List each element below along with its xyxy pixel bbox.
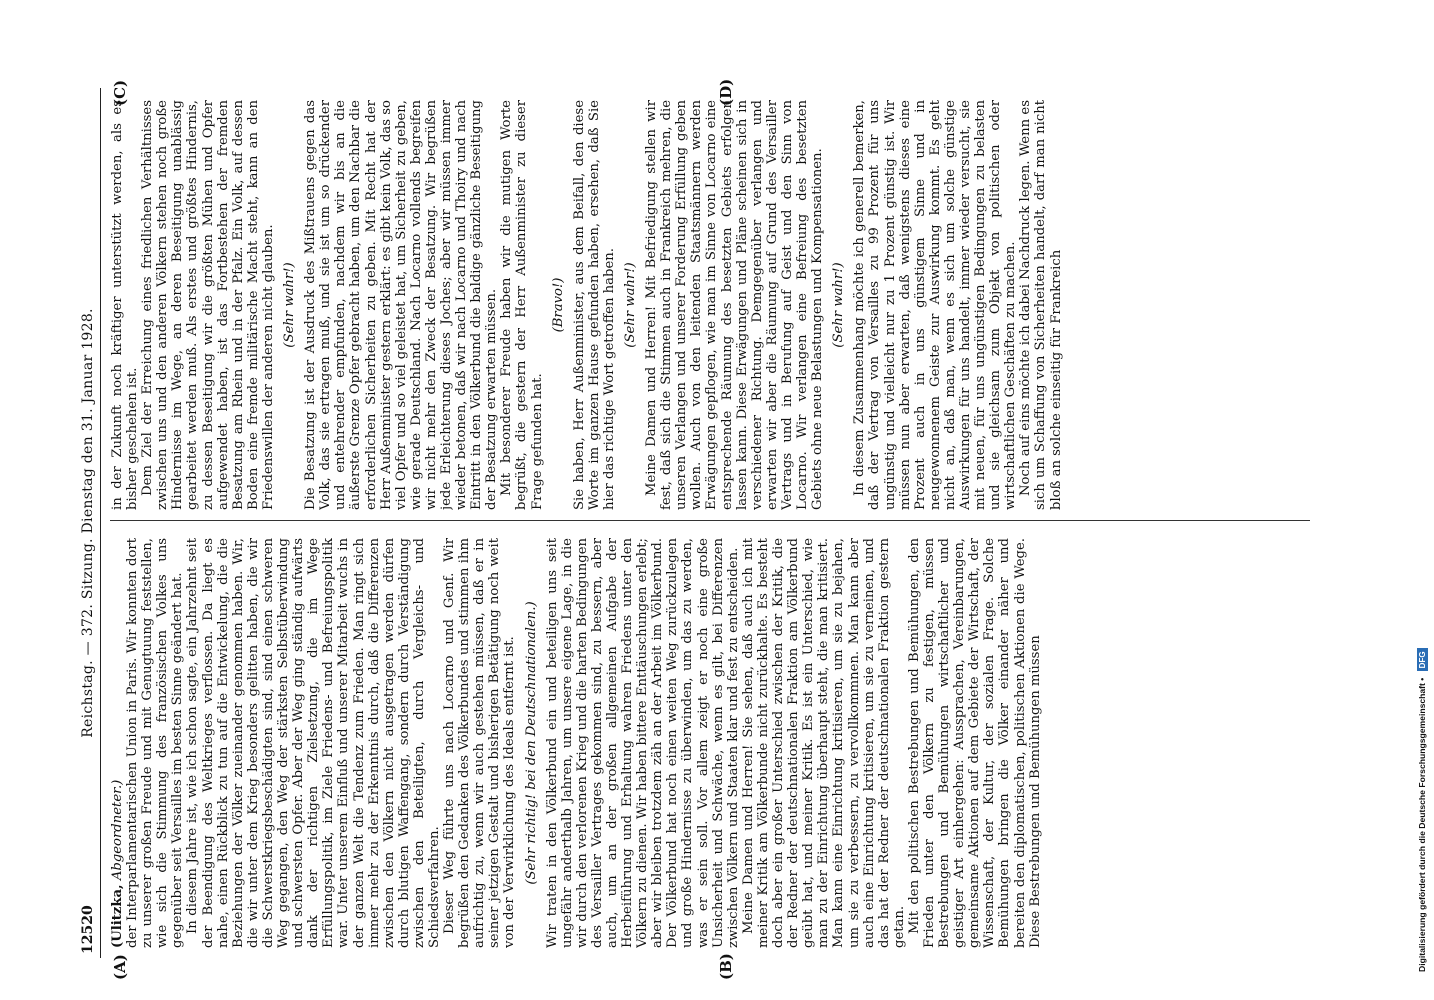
- paragraph: Die Besatzung ist der Ausdruck des Mißtrauens gegen das Volk, das sie ertragen muß, und sie ist um so drückender und entehrender empfunden, nachdem wir bis an die äußerste Grenze Opfer gebracht haben, um den Nachbar die erforderlichen Sicherheiten zu geben. Mit Recht hat der Herr Außenminister gestern erklärt: es gibt kein Volk, das so viel Opfer und so viel geleistet hat, um Sicherheit zu geben, wie gerade Deutschland. Nach Locarno vollends begreifen wir nicht mehr den Zweck der Besatzung. Wir begrüßen jede Erleichterung dieses Joches; aber wir müssen immer wieder betonen, daß wir nach Locarno und Thoiry und nach Eintritt in den Völkerbund die baldige gänzliche Beseitigung der Besatzung erwarten müssen.: [303, 100, 500, 510]
- paragraph: Mit den politischen Bestrebungen und Bemühungen, den Frieden unter den Völkern zu festigen, müssen Bestrebungen und Bemühungen wirtschaftlicher und geistiger Art einhergehen: Aussprachen, Vereinbarungen, gemeinsame Aktionen auf dem Gebiete der Wirtschaft, der Wissenschaft, der Kultur, der sozialen Frage. Solche Bemühungen bringen die Völker einander näher und bereiten den diplomatischen, politischen Aktionen die Wege. Diese Bestrebungen und Bemühungen müssen: [906, 538, 1043, 948]
- paragraph: Noch auf eins möchte ich dabei Nachdruck legen. Wenn es sich um Schaffung von Sicherheiten handelt, darf man nicht bloß an solche einseitig für Frankreich: [1018, 100, 1064, 510]
- page-number: 12520: [80, 905, 96, 954]
- interjection: (Sehr wahr!): [623, 262, 638, 348]
- paragraph: Dieser Weg führte uns nach Locarno und Genf. Wir begrüßen den Gedanken des Völkerbundes und stimmen ihm aufrichtig zu, wenn wir auch gestehen müssen, daß er in seiner jetzigen Gestalt und bisherigen Betätigung noch weit von der Verwirklichung des Ideals entfernt ist.: [442, 538, 518, 948]
- interjection: (Sehr wahr!): [831, 262, 847, 348]
- paragraph: Sie haben, Herr Außenminister, aus dem Beifall, den diese Worte im ganzen Hause gefunden haben, ersehen, daß Sie hier das richtige Wort getroffen haben.: [571, 100, 617, 510]
- paragraph: In diesem Zusammenhang möchte ich generell bemerken, daß der Vertrag von Versailles zu 99 Prozent für uns ungünstig und vielleicht nur zu 1 Prozent günstig ist. Wir müssen nun aber erwarten, daß wenigstens dieses eine Prozent auch in uns günstigem Sinne und in neugewonnenem Geiste zur Auswirkung kommt. Es geht nicht an, daß man, wenn es sich um solche günstige Auswirkungen für uns handelt, immer wieder versucht, sie mit neuen, für uns ungünstigen Bedingungen zu belasten und sie gleichsam zum Objekt von politischen oder wirtschaftlichen Geschäften zu machen.: [852, 100, 1019, 510]
- credit-text: Digitalisierung gefördert durch die Deutsche Forschungsgemeinschaft •: [1417, 677, 1427, 972]
- header-title: Reichstag. — 372. Sitzung. Dienstag den 31. Januar 1928.: [80, 308, 96, 738]
- paragraph: Meine Damen und Herren! Mit Befriedigung stellen wir fest, daß sich die Stimmen auch in Frankreich mehren, die unseren Verlangen und unserer Forderung Erfüllung geben wollen. Auch von den leitenden Staatsmännern werden Erwägungen gepflogen, wie man im Sinne von Locarno eine entsprechende Räumung des besetzten Gebiets erfolgen lassen kann. Diese Erwägungen und Pläne scheinen sich in verschiedener Richtung. Demgegenüber verlangen und erwarten wir aber die Räumung auf Grund des Versailler Vertrags und in Berufung auf Geist und den Sinn von Locarno. Wir verlangen eine Befreiung des besetzten Gebiets ohne neue Belastungen und Kompensationen.: [644, 100, 826, 510]
- margin-mark-b: (B): [717, 953, 735, 980]
- rotated-document-page: [78, 78, 1338, 980]
- margin-mark-a: (A): [111, 954, 129, 980]
- paragraph: in der Zukunft noch kräftiger unterstützt werden, als es bisher geschehen ist.: [110, 100, 141, 510]
- speaker-note: Abgeordneter.): [110, 779, 125, 881]
- dfg-logo: DFG: [1417, 648, 1428, 671]
- interjection: (Bravo!): [550, 277, 566, 333]
- left-column: [110, 538, 1330, 948]
- paragraph: Meine Damen und Herren! Sie sehen, daß auch ich mit meiner Kritik am Völkerbunde nicht zurückhalte. Es besteht doch aber ein großer Unterschied zwischen der Kritik, die der Redner der deutschnationalen Fraktion am Völkerbund geübt hat, und meiner Kritik. Es ist ein Unterschied, wie man zu der Einrichtung überhaupt steht, die man kritisiert. Man kann eine Einrichtung kritisieren, um sie zu bejahen, um sie zu verbessern, zu vervollkommnen. Man kann aber auch eine Einrichtung kritisieren, um sie zu verneinen, und das hat der Redner der deutschnationalen Fraktion gestern getan.: [740, 538, 907, 948]
- paragraph: Dem Ziel der Erreichung eines friedlichen Verhältnisses zwischen uns und den anderen Völkern stehen noch große Hindernisse im Wege, an deren Beseitigung unablässig gearbeitet werden muß. Als erstes und größtes Hindernis, zu dessen Beseitigung wir die größten Mühen und Opfer aufgewendet haben, ist das Fortbestehen der fremden Besatzung am Rhein und in der Pfalz. Ein Volk, auf dessen Boden eine fremde militärische Macht steht, kann an den Friedenswillen der anderen nicht glauben.: [140, 100, 276, 510]
- margin-mark-c: (C): [111, 79, 129, 106]
- digitization-credit: [1416, 648, 1428, 972]
- interjection: (Sehr richtig! bei den Deutschnationalen.): [523, 601, 539, 885]
- column-divider: [110, 520, 1310, 521]
- right-column: [110, 100, 1330, 510]
- paragraph: der Interparlamentarischen Union in Paris. Wir konnten dort zu unserer großen Freude und mit Genugtuung feststellen, wie sich die Stimmung des französischen Volkes uns gegenüber seit Versailles im besten Sinne geändert hat.: [125, 538, 186, 948]
- paragraph: Mit besonderer Freude haben wir die mutigen Worte begrüßt, die gestern der Herr Außenminister zu dieser Frage gefunden hat.: [499, 100, 545, 510]
- paragraph: Wir traten in den Völkerbund ein und beteiligen uns seit ungefähr anderthalb Jahren, um unsere eigene Lage, in die wir durch den verlorenen Krieg und die harten Bedingungen des Versailler Vertrages gekommen sind, zu bessern, aber auch, um an der großen allgemeinen Aufgabe der Herbeiführung und Erhaltung wahren Friedens unter den Völkern zu dienen. Wir haben bittere Enttäuschungen erlebt; aber wir bleiben trotzdem zäh an der Arbeit im Völkerbund. Der Völkerbund hat noch einen weiten Weg zurückzulegen und große Hindernisse zu überwinden, um das zu werden, was er sein soll. Vor allem zeigt er noch eine große Unsicherheit und Schwäche, wenn es gilt, bei Differenzen zwischen Völkern und Staaten klar und fest zu entscheiden.: [544, 538, 741, 948]
- interjection: (Sehr wahr!): [282, 262, 298, 348]
- speaker-line: [110, 538, 125, 948]
- margin-mark-d: (D): [717, 78, 735, 106]
- running-head: [78, 88, 101, 958]
- speaker-name: (Ulitzka,: [110, 884, 125, 948]
- paragraph: In diesem Jahre ist, wie ich schon sagte, ein Jahrzehnt seit der Beendigung des Weltkrieges verflossen. Da liegt es nahe, einen Rückblick zu tun auf die Entwickelung, die die Beziehungen der Völker zueinander genommen haben. Wir, die wir unter dem Krieg besonders gelitten haben, die wir die Schwerstkriegsbeschädigten sind, sind einen schweren Weg gegangen, den Weg der stärksten Selbstüberwindung und schwersten Opfer. Aber der Weg ging ständig aufwärts dank der richtigen Zielsetzung, die im Wege Erfüllungspolitik, im Ziele Friedens- und Befreiungspolitik war. Unter unserem Einfluß und unserer Mitarbeit wuchs in der ganzen Welt die Tendenz zum Frieden. Man ringt sich immer mehr zu der Erkenntnis durch, daß die Differenzen zwischen den Völkern nicht ausgetragen werden dürfen durch blutigen Waffengang, sondern durch Verständigung zwischen den Beteiligten, durch Vergleichs- und Schiedsverfahren.: [185, 538, 442, 948]
